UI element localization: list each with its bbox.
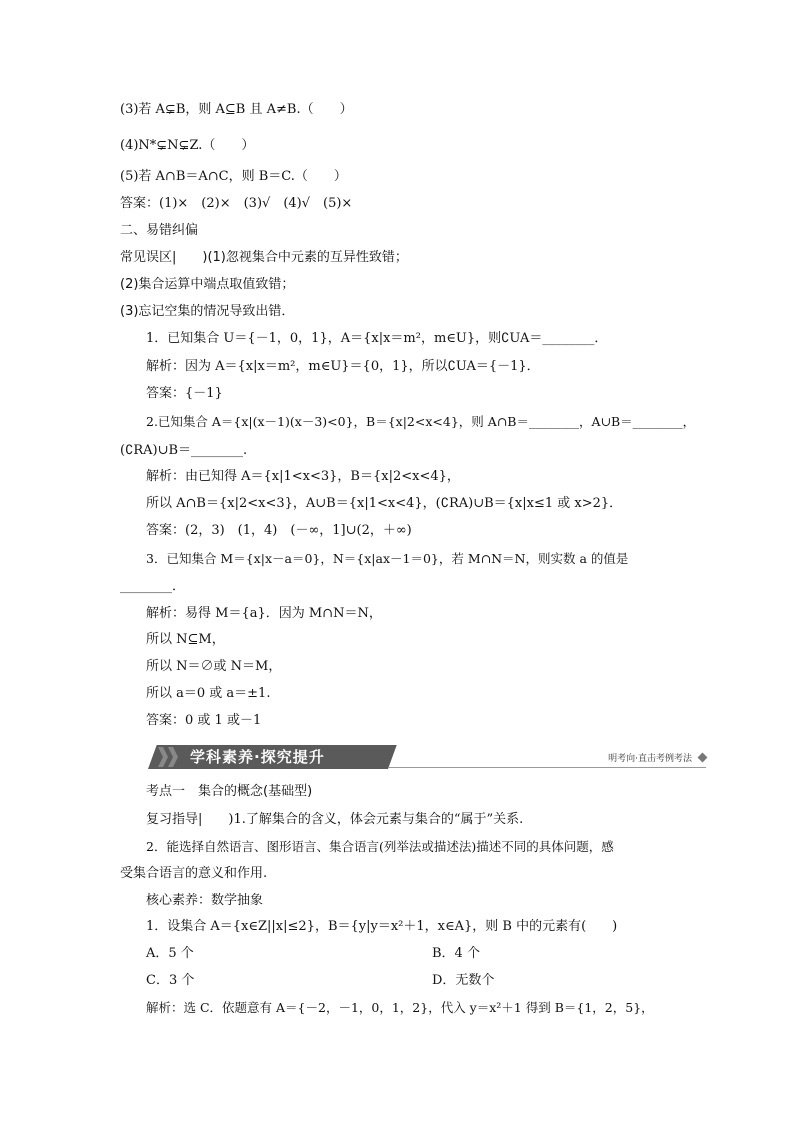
banner-rule — [388, 767, 706, 768]
problem-3-cont: ________． — [120, 579, 186, 594]
review-guide-3: 受集合语言的意义和作用. — [120, 866, 268, 881]
banner-title: 学科素养·探究提升 — [190, 748, 325, 766]
exercise-1: 1．设集合 A＝{x∈Z||x|≤2}，B＝{y|y＝x²＋1，x∈A}，则 B 中的元素有( ) — [146, 919, 618, 934]
problem-2-answer: 答案：(2，3) (1，4) (－∞，1]∪(2，＋∞) — [146, 523, 412, 538]
section-title-errors: 二、易错纠偏 — [120, 223, 199, 238]
exercise-1-solution: 解析：选 C．依题意有 A＝{－2，－1，0，1，2}，代入 y＝x²＋1 得到 B＝{1，2，5}， — [146, 1000, 654, 1015]
problem-3-solution: 解析：易得 M＝{a}．因为 M∩N＝N， — [146, 606, 382, 621]
review-guide-1: 复习指导| )1.了解集合的含义，体会元素与集合的“属于”关系. — [146, 812, 524, 827]
problem-1: 1．已知集合 U＝{－1，0，1}，A＝{x|x＝m²，m∈U}，则∁UA＝________． — [146, 331, 608, 346]
problem-1-solution: 解析：因为 A＝{x|x＝m²，m∈U}＝{0，1}，所以∁UA＝{－1}． — [146, 359, 540, 374]
diamond-icon — [698, 753, 708, 763]
common-mistake-3: (3)忘记空集的情况导致出错． — [120, 304, 295, 319]
problem-3-solution-2: 所以 N⊆M， — [146, 632, 225, 647]
problem-2-cont: (∁RA)∪B＝________. — [120, 443, 248, 458]
problem-3-solution-4: 所以 a＝0 或 a＝±1. — [146, 686, 271, 701]
option-a: A．5 个 — [146, 946, 194, 961]
review-guide-2: 2．能选择自然语言、图形语言、集合语言(列举法或描述法)描述不同的具体问题，感 — [146, 839, 614, 854]
problem-2: 2.已知集合 A＝{x|(x－1)(x－3)<0}，B＝{x|2<x<4}，则 A∩B＝________，A∪B＝________， — [146, 414, 696, 429]
option-b: B．4 个 — [432, 946, 480, 961]
option-d: D．无数个 — [432, 973, 495, 988]
common-mistake-2: (2)集合运算中端点取值致错； — [120, 277, 295, 292]
problem-3-solution-3: 所以 N＝∅或 N＝M， — [146, 659, 282, 674]
question-3: (3)若 A⊊B，则 A⊆B 且 A≠B.（ ） — [120, 102, 353, 117]
section-header-banner — [148, 743, 706, 771]
problem-1-answer: 答案：{－1} — [146, 386, 223, 401]
core-literacy: 核心素养：数学抽象 — [146, 893, 264, 908]
question-5: (5)若 A∩B＝A∩C，则 B＝C.（ ） — [120, 169, 347, 184]
problem-2-solution: 解析：由已知得 A＝{x|1<x<3}，B＝{x|2<x<4}， — [146, 469, 460, 484]
problem-3-answer: 答案：0 或 1 或－1 — [146, 713, 262, 728]
banner-subtitle: 明考向·直击考例考法 — [608, 754, 692, 764]
answer-judgement: 答案：(1)× (2)× (3)√ (4)√ (5)× — [120, 196, 353, 211]
problem-2-solution-2: 所以 A∩B＝{x|2<x<3}，A∪B＝{x|1<x<4}，(∁RA)∪B＝{x|x≤1 或 x>2}． — [146, 496, 623, 511]
problem-3: 3．已知集合 M＝{x|x－a＝0}，N＝{x|ax－1＝0}，若 M∩N＝N，则实数 a 的值是 — [146, 551, 629, 566]
question-4: (4)N*⊊N⊊Z.（ ） — [120, 138, 255, 153]
common-mistake-1: 常见误区| )(1)忽视集合中元素的互异性致错； — [120, 250, 408, 265]
option-c: C．3 个 — [146, 973, 195, 988]
knowledge-point-title: 考点一 集合的概念(基础型) — [146, 784, 313, 799]
